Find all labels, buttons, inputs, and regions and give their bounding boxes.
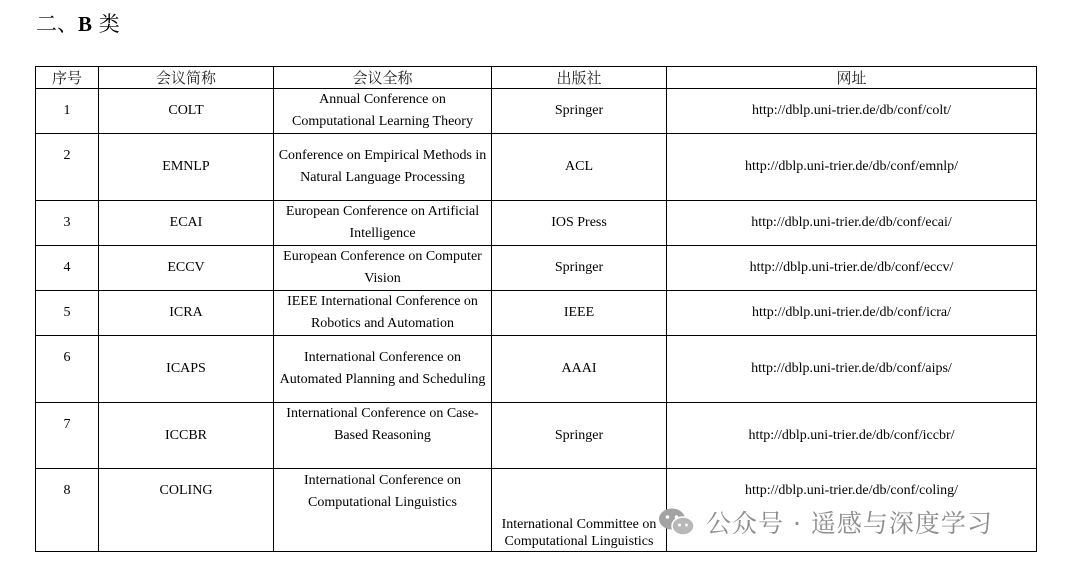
- table-row: [36, 89, 1037, 134]
- table-row: [36, 403, 1037, 469]
- row-full-name: European Conference on Artificial Intelligence: [274, 201, 492, 246]
- heading-prefix: 二、: [36, 12, 78, 36]
- conference-table: [35, 66, 1037, 552]
- row-index: 3: [36, 201, 99, 246]
- row-abbreviation: EMNLP: [99, 134, 274, 201]
- row-publisher: AAAI: [492, 336, 667, 403]
- row-index: 5: [36, 291, 99, 336]
- row-publisher: Springer: [492, 403, 667, 469]
- row-full-name: International Conference on Computational Linguistics: [274, 469, 492, 552]
- row-url[interactable]: http://dblp.uni-trier.de/db/conf/coling/: [667, 469, 1037, 552]
- row-publisher: IOS Press: [492, 201, 667, 246]
- table-row: [36, 291, 1037, 336]
- table-row: [36, 246, 1037, 291]
- row-full-name: IEEE International Conference on Robotics and Automation: [274, 291, 492, 336]
- row-full-name: International Conference on Automated Planning and Scheduling: [274, 336, 492, 403]
- row-abbreviation: ICCBR: [99, 403, 274, 469]
- watermark: [656, 504, 993, 540]
- row-abbreviation: ECCV: [99, 246, 274, 291]
- row-abbreviation: ICAPS: [99, 336, 274, 403]
- row-index: 8: [36, 469, 99, 552]
- row-publisher: IEEE: [492, 291, 667, 336]
- row-full-name: International Conference on Case-Based Reasoning: [274, 403, 492, 469]
- table-row: [36, 134, 1037, 201]
- watermark-text: 公众号 · 遥感与深度学习: [706, 509, 993, 538]
- row-abbreviation: COLT: [99, 89, 274, 134]
- table-row: [36, 201, 1037, 246]
- row-url[interactable]: http://dblp.uni-trier.de/db/conf/iccbr/: [667, 403, 1037, 469]
- row-index: 1: [36, 89, 99, 134]
- heading-suffix: 类: [92, 12, 120, 36]
- row-index: 7: [36, 403, 99, 469]
- row-publisher: International Committee on Computational Linguistics: [492, 469, 667, 552]
- header-url: 网址: [667, 67, 1037, 89]
- row-index: 4: [36, 246, 99, 291]
- row-url[interactable]: http://dblp.uni-trier.de/db/conf/colt/: [667, 89, 1037, 134]
- row-full-name: European Conference on Computer Vision: [274, 246, 492, 291]
- row-publisher: Springer: [492, 246, 667, 291]
- header-index: 序号: [36, 67, 99, 89]
- section-heading: [36, 9, 120, 39]
- row-url[interactable]: http://dblp.uni-trier.de/db/conf/emnlp/: [667, 134, 1037, 201]
- row-publisher: Springer: [492, 89, 667, 134]
- header-publisher: 出版社: [492, 67, 667, 89]
- row-full-name: Conference on Empirical Methods in Natural Language Processing: [274, 134, 492, 201]
- row-url[interactable]: http://dblp.uni-trier.de/db/conf/icra/: [667, 291, 1037, 336]
- row-abbreviation: ECAI: [99, 201, 274, 246]
- row-url[interactable]: http://dblp.uni-trier.de/db/conf/ecai/: [667, 201, 1037, 246]
- header-full-name: 会议全称: [274, 67, 492, 89]
- row-index: 2: [36, 134, 99, 201]
- table-row: [36, 336, 1037, 403]
- row-index: 6: [36, 336, 99, 403]
- header-abbreviation: 会议简称: [99, 67, 274, 89]
- row-abbreviation: ICRA: [99, 291, 274, 336]
- row-url[interactable]: http://dblp.uni-trier.de/db/conf/eccv/: [667, 246, 1037, 291]
- row-url[interactable]: http://dblp.uni-trier.de/db/conf/aips/: [667, 336, 1037, 403]
- heading-letter: B: [78, 12, 93, 36]
- wechat-icon: [656, 506, 698, 538]
- table-header-row: [36, 67, 1037, 89]
- row-abbreviation: COLING: [99, 469, 274, 552]
- row-full-name: Annual Conference on Computational Learning Theory: [274, 89, 492, 134]
- row-publisher: ACL: [492, 134, 667, 201]
